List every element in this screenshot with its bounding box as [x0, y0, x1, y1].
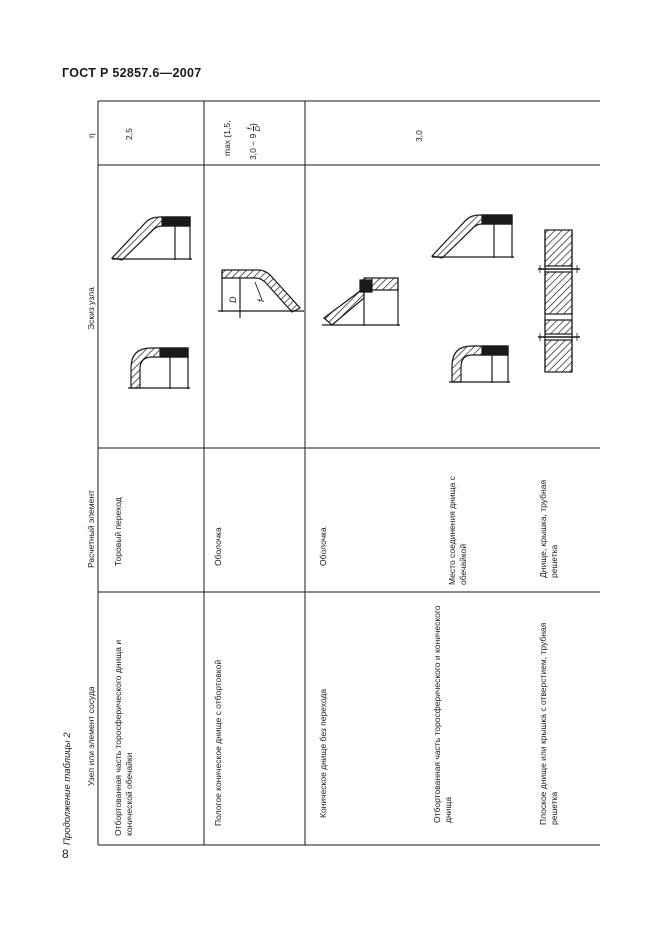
row2-node: Пологое коническое днище с отбортовкой	[213, 659, 223, 826]
sketch-flat-head-with-hole	[538, 230, 580, 372]
sketch-label-f: f	[256, 299, 266, 302]
column-header-eta: η	[86, 133, 96, 138]
column-header-sketch: Эскиз узла	[86, 287, 96, 330]
row1-eta: 2,5	[124, 128, 134, 140]
column-header-element: Расчетный элемент	[86, 490, 96, 568]
row1-node: Отбортованная часть торосферического днища и конической обечайки	[113, 639, 134, 836]
row2-eta-line1: max {1,5,	[222, 120, 232, 156]
row3-node: Коническое днище без перехода	[318, 688, 328, 818]
table-caption: Продолжение таблицы 2	[62, 732, 73, 845]
sketch-flanged-joint-b	[449, 346, 510, 383]
sketch-torus-transition-a	[112, 217, 192, 260]
document-header-title: ГОСТ Р 52857.6—2007	[62, 66, 202, 80]
sketch-conical-flanged	[218, 270, 304, 318]
sketch-conical-no-transition	[322, 278, 400, 326]
row5-element: Днище, крышка, трубная решетка	[538, 479, 559, 578]
row2-eta-line2: 3,0 − 9 f D }	[245, 123, 262, 160]
row4-element: Место соединения днища с обечайкой	[447, 476, 468, 585]
sketch-flanged-joint-a	[432, 215, 514, 258]
page-number: 8	[62, 847, 69, 861]
row5-node: Плоское днище или крышка с отверстием, трубная решетка	[538, 622, 559, 825]
row3-element: Оболочка	[318, 527, 328, 566]
column-header-node: Узел или элемент сосуда	[86, 686, 96, 786]
row1-element: Торовый переход	[113, 497, 123, 566]
row2-element: Оболочка	[213, 527, 223, 566]
row3-eta: 3,0	[414, 130, 424, 142]
sketch-label-d: D	[228, 296, 238, 303]
row2-eta-frac-top: f	[245, 127, 254, 130]
row4-node: Отбортованная часть торосферического и конического днища	[432, 605, 453, 823]
sketch-torus-transition-b	[128, 348, 190, 389]
row2-eta-frac-bottom: D	[253, 125, 262, 132]
